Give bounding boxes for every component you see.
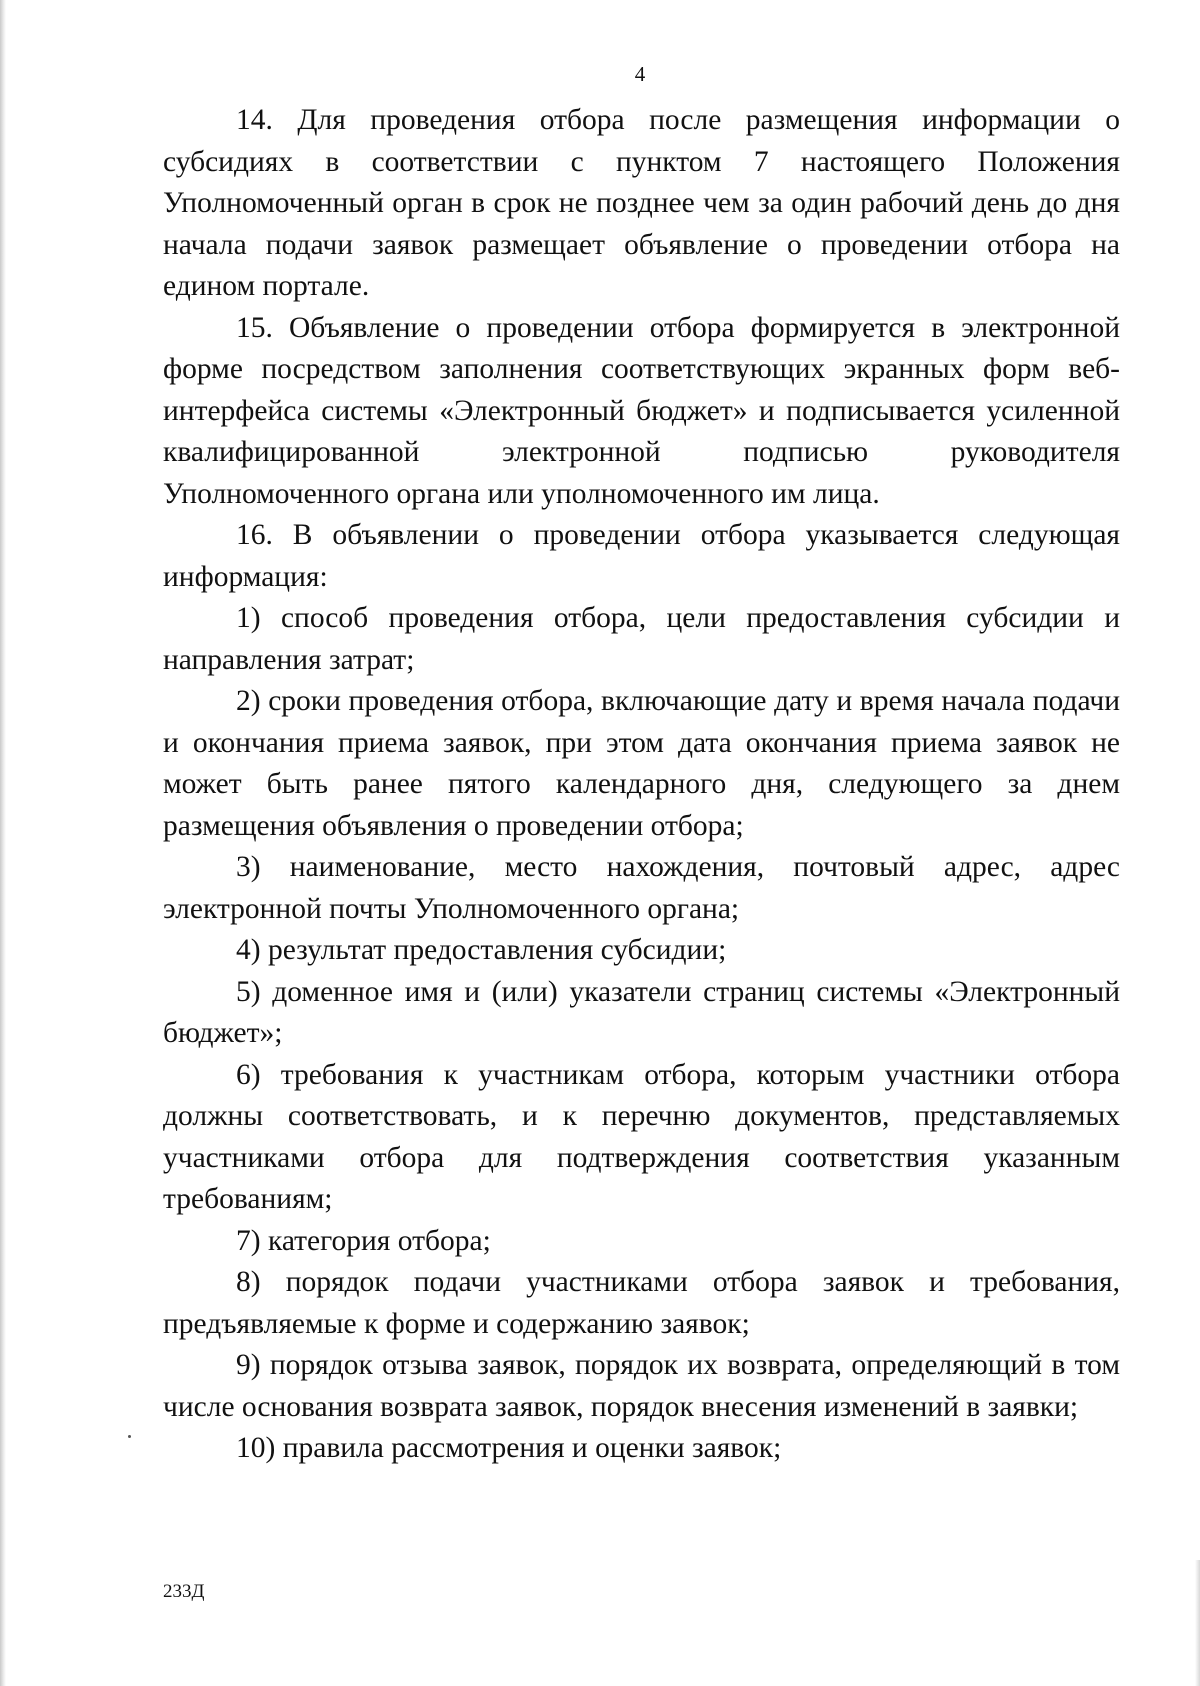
paragraph-14: 14. Для проведения отбора после размещения информации о субсидиях в соответствии с пунктом 7 настоящего Положения Уполномоченный орган в срок не позднее чем за один рабочий день до дня начала подачи заявок размещает объявление о проведении отбора на едином портале. [163,104,1120,302]
document-body [163,100,1120,1470]
list-item-4: 4) результат предоставления субсидии; [236,934,727,966]
scan-right-edge [1195,1560,1200,1686]
paragraph-15: 15. Объявление о проведении отбора формируется в электронной форме посредством заполнения соответствующих экранных форм веб-интерфейса системы «Электронный бюджет» и подписывается усиленной квалифицированной электронной подписью руководителя Уполномоченного органа или уполномоченного им лица. [163,311,1120,510]
footer-code: 233Д [163,1581,205,1602]
list-item-1: 1) способ проведения отбора, цели предоставления субсидии и направления затрат; [163,602,1120,676]
page-number: 4 [634,62,646,86]
list-item-5: 5) доменное имя и (или) указатели страниц системы «Электронный бюджет»; [163,975,1120,1049]
list-item-10: 10) правила рассмотрения и оценки заявок; [236,1432,782,1464]
list-item-3: 3) наименование, место нахождения, почтовый адрес, адрес электронной почты Уполномоченного органа; [163,851,1120,925]
list-item-2: 2) сроки проведения отбора, включающие дату и время начала подачи и окончания приема заявок, при этом дата окончания приема заявок не может быть ранее пятого календарного дня, следующего за днем размещения объявления о проведении отбора; [163,685,1120,842]
list-item-6: 6) требования к участникам отбора, которым участники отбора должны соответствовать, и к перечню документов, представляемых участниками отбора для подтверждения соответствия указанным требованиям; [163,1058,1120,1215]
margin-dot [128,1435,131,1438]
list-item-7: 7) категория отбора; [236,1224,491,1257]
list-item-9: 9) порядок отзыва заявок, порядок их возврата, определяющий в том числе основания возврата заявок, порядок внесения изменений в заявки; [163,1349,1120,1423]
list-item-8: 8) порядок подачи участниками отбора заявок и требования, предъявляемые к форме и содержанию заявок; [163,1266,1120,1340]
scan-left-edge [0,0,6,1686]
paragraph-16: 16. В объявлении о проведении отбора указывается следующая информация: [163,519,1120,593]
